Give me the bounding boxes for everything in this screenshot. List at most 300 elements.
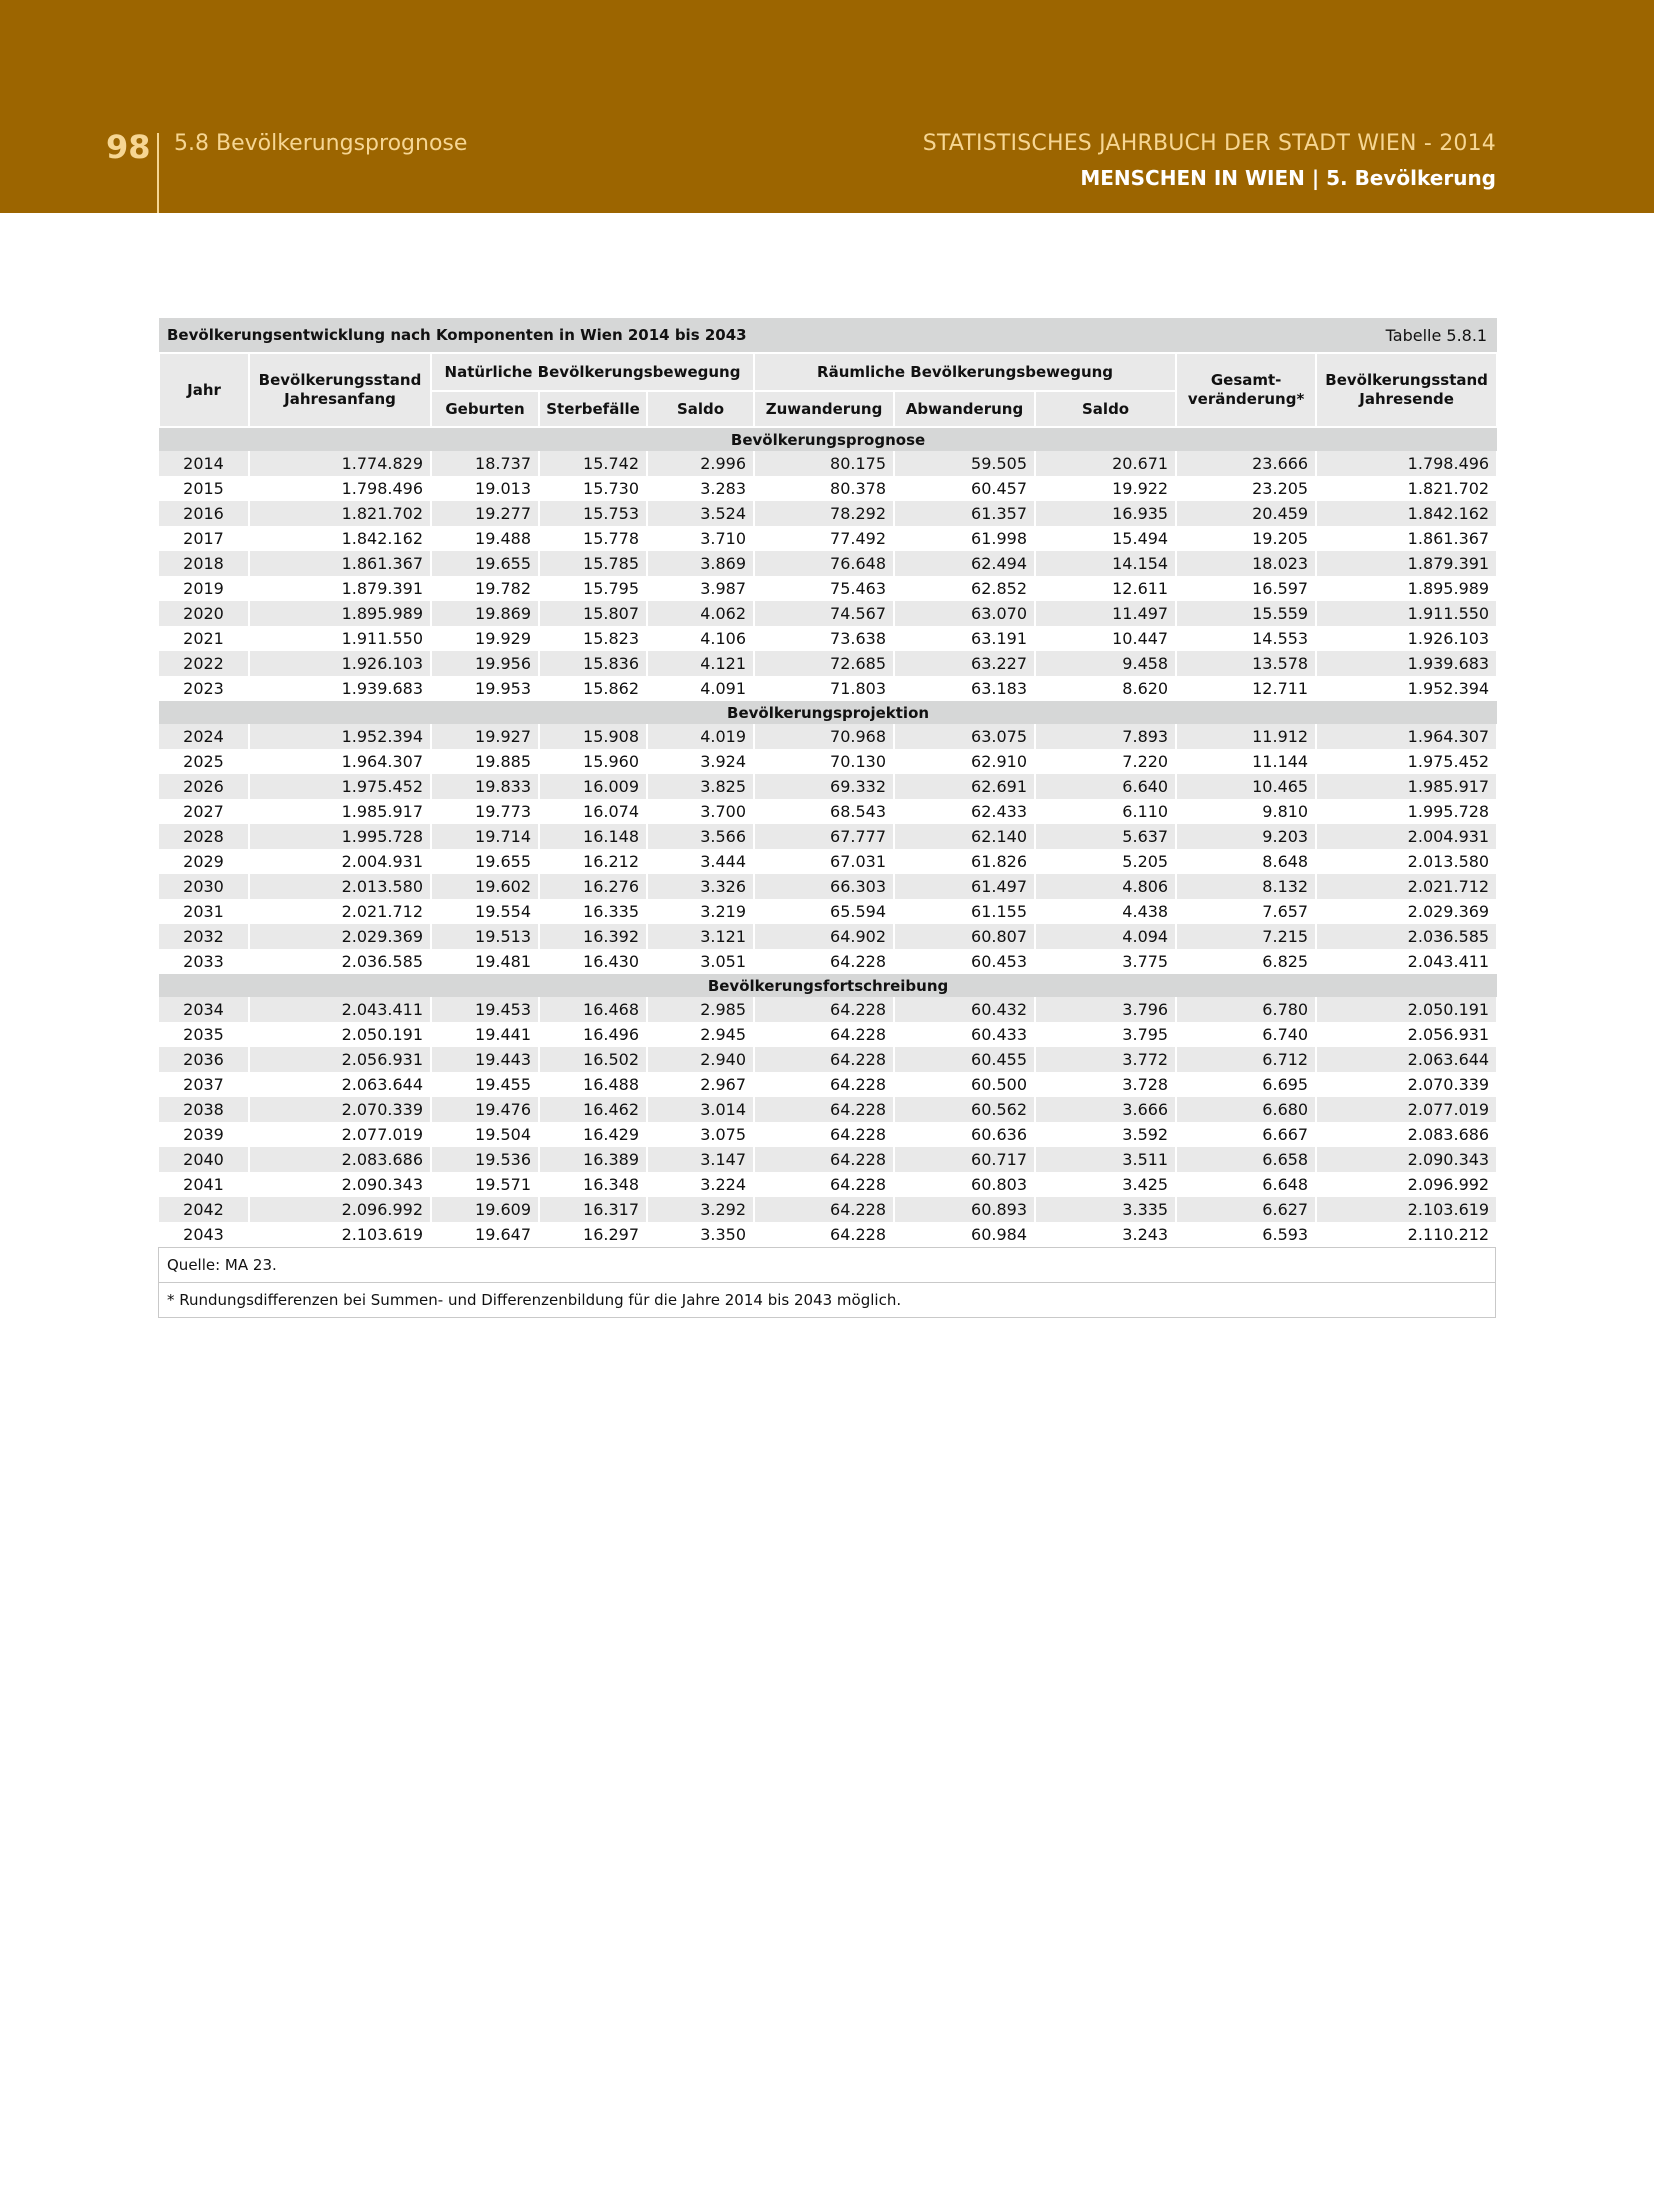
table-cell: 12.611 <box>1035 576 1176 601</box>
table-row <box>159 501 1497 526</box>
table-title: Bevölkerungsentwicklung nach Komponenten in Wien 2014 bis 2043 <box>159 318 1176 353</box>
table-row <box>159 724 1497 749</box>
table-cell: 64.228 <box>754 1197 894 1222</box>
table-row <box>159 676 1497 701</box>
table-cell: 1.939.683 <box>1316 651 1497 676</box>
table-row <box>159 476 1497 501</box>
table-cell: 2.056.931 <box>249 1047 431 1072</box>
table-cell: 2.043.411 <box>1316 949 1497 974</box>
table-row <box>159 576 1497 601</box>
group-label: Bevölkerungsprognose <box>159 427 1497 451</box>
table-cell: 64.228 <box>754 997 894 1022</box>
table-cell: 3.075 <box>647 1122 754 1147</box>
table-cell: 14.154 <box>1035 551 1176 576</box>
table-cell: 19.922 <box>1035 476 1176 501</box>
col-header-stand-ende: Bevölkerungsstand Jahresende <box>1316 353 1497 427</box>
table-cell: 72.685 <box>754 651 894 676</box>
table-cell: 1.964.307 <box>1316 724 1497 749</box>
table-cell: 16.430 <box>539 949 647 974</box>
table-row <box>159 899 1497 924</box>
table-cell: 60.453 <box>894 949 1035 974</box>
table-cell: 4.062 <box>647 601 754 626</box>
table-row <box>159 1047 1497 1072</box>
table-row <box>159 949 1497 974</box>
table-cell: 71.803 <box>754 676 894 701</box>
table-cell: 60.562 <box>894 1097 1035 1122</box>
table-cell: 10.447 <box>1035 626 1176 651</box>
table-cell: 1.774.829 <box>249 451 431 476</box>
table-cell: 3.566 <box>647 824 754 849</box>
table-cell: 20.671 <box>1035 451 1176 476</box>
table-cell: 2.077.019 <box>1316 1097 1497 1122</box>
table-cell: 2043 <box>159 1222 249 1247</box>
table-cell: 15.908 <box>539 724 647 749</box>
table-cell: 3.335 <box>1035 1197 1176 1222</box>
table-cell: 61.497 <box>894 874 1035 899</box>
table-cell: 23.205 <box>1176 476 1316 501</box>
table-cell: 19.782 <box>431 576 539 601</box>
table-cell: 12.711 <box>1176 676 1316 701</box>
table-cell: 15.753 <box>539 501 647 526</box>
table-cell: 2.004.931 <box>249 849 431 874</box>
table-cell: 2027 <box>159 799 249 824</box>
table-cell: 18.023 <box>1176 551 1316 576</box>
table-cell: 2.021.712 <box>249 899 431 924</box>
table-cell: 13.578 <box>1176 651 1316 676</box>
table-cell: 1.842.162 <box>1316 501 1497 526</box>
table-cell: 64.228 <box>754 1147 894 1172</box>
table-cell: 6.680 <box>1176 1097 1316 1122</box>
table-cell: 75.463 <box>754 576 894 601</box>
table-cell: 16.074 <box>539 799 647 824</box>
table-cell: 60.457 <box>894 476 1035 501</box>
table-cell: 20.459 <box>1176 501 1316 526</box>
table-cell: 2028 <box>159 824 249 849</box>
group-label: Bevölkerungsprojektion <box>159 701 1497 724</box>
data-table <box>158 318 1498 1247</box>
table-cell: 3.121 <box>647 924 754 949</box>
table-cell: 6.593 <box>1176 1222 1316 1247</box>
table-cell: 2.029.369 <box>249 924 431 949</box>
table-cell: 6.825 <box>1176 949 1316 974</box>
table-cell: 7.215 <box>1176 924 1316 949</box>
table-cell: 2.096.992 <box>1316 1172 1497 1197</box>
table-cell: 2.967 <box>647 1072 754 1097</box>
table-cell: 61.357 <box>894 501 1035 526</box>
table-cell: 2031 <box>159 899 249 924</box>
col-header-zuwanderung: Zuwanderung <box>754 391 894 427</box>
group-header <box>159 701 1497 724</box>
table-cell: 3.924 <box>647 749 754 774</box>
table-cell: 2.043.411 <box>249 997 431 1022</box>
table-cell: 16.597 <box>1176 576 1316 601</box>
table-cell: 2.083.686 <box>249 1147 431 1172</box>
table-cell: 4.091 <box>647 676 754 701</box>
table-cell: 3.283 <box>647 476 754 501</box>
table-cell: 6.740 <box>1176 1022 1316 1047</box>
table-cell: 60.807 <box>894 924 1035 949</box>
table-cell: 60.984 <box>894 1222 1035 1247</box>
table-cell: 2.070.339 <box>1316 1072 1497 1097</box>
table-cell: 70.968 <box>754 724 894 749</box>
table-cell: 2029 <box>159 849 249 874</box>
table-cell: 3.350 <box>647 1222 754 1247</box>
table-cell: 4.438 <box>1035 899 1176 924</box>
table-cell: 80.175 <box>754 451 894 476</box>
table-cell: 2038 <box>159 1097 249 1122</box>
table-cell: 15.785 <box>539 551 647 576</box>
table-cell: 62.691 <box>894 774 1035 799</box>
table-title-row <box>159 318 1497 353</box>
table-cell: 64.228 <box>754 1047 894 1072</box>
table-cell: 2034 <box>159 997 249 1022</box>
table-cell: 3.444 <box>647 849 754 874</box>
table-cell: 76.648 <box>754 551 894 576</box>
table-cell: 19.927 <box>431 724 539 749</box>
table-cell: 16.488 <box>539 1072 647 1097</box>
table-cell: 16.935 <box>1035 501 1176 526</box>
table-row <box>159 749 1497 774</box>
table-cell: 3.014 <box>647 1097 754 1122</box>
table-cell: 23.666 <box>1176 451 1316 476</box>
table-cell: 3.592 <box>1035 1122 1176 1147</box>
table-cell: 60.433 <box>894 1022 1035 1047</box>
table-cell: 62.140 <box>894 824 1035 849</box>
table-cell: 8.648 <box>1176 849 1316 874</box>
table-source: Quelle: MA 23. <box>158 1247 1496 1283</box>
table-cell: 5.637 <box>1035 824 1176 849</box>
table-cell: 2033 <box>159 949 249 974</box>
table-cell: 2032 <box>159 924 249 949</box>
table-cell: 64.228 <box>754 1172 894 1197</box>
table-cell: 19.455 <box>431 1072 539 1097</box>
group-header <box>159 974 1497 997</box>
table-cell: 11.497 <box>1035 601 1176 626</box>
table-cell: 2019 <box>159 576 249 601</box>
table-cell: 19.655 <box>431 849 539 874</box>
table-cell: 3.425 <box>1035 1172 1176 1197</box>
table-cell: 8.132 <box>1176 874 1316 899</box>
table-cell: 2.945 <box>647 1022 754 1047</box>
table-cell: 16.429 <box>539 1122 647 1147</box>
table-cell: 2.050.191 <box>1316 997 1497 1022</box>
table-cell: 6.712 <box>1176 1047 1316 1072</box>
table-cell: 2.063.644 <box>1316 1047 1497 1072</box>
table-cell: 10.465 <box>1176 774 1316 799</box>
table-cell: 15.730 <box>539 476 647 501</box>
col-header-sterbefaelle: Sterbefälle <box>539 391 647 427</box>
table-cell: 2023 <box>159 676 249 701</box>
table-cell: 80.378 <box>754 476 894 501</box>
table-cell: 1.879.391 <box>249 576 431 601</box>
table-cell: 1.975.452 <box>249 774 431 799</box>
table-cell: 2.013.580 <box>1316 849 1497 874</box>
table-cell: 6.640 <box>1035 774 1176 799</box>
book-title: STATISTISCHES JAHRBUCH DER STADT WIEN - 2014 <box>922 131 1496 156</box>
table-cell: 2026 <box>159 774 249 799</box>
table-cell: 3.147 <box>647 1147 754 1172</box>
table-cell: 3.869 <box>647 551 754 576</box>
table-cell: 6.695 <box>1176 1072 1316 1097</box>
table-cell: 3.987 <box>647 576 754 601</box>
table-cell: 67.031 <box>754 849 894 874</box>
table-cell: 60.500 <box>894 1072 1035 1097</box>
table-cell: 2.050.191 <box>249 1022 431 1047</box>
table-cell: 61.998 <box>894 526 1035 551</box>
group-prognose <box>159 427 1497 701</box>
table-cell: 1.939.683 <box>249 676 431 701</box>
table-cell: 3.710 <box>647 526 754 551</box>
table-cell: 15.742 <box>539 451 647 476</box>
table-cell: 15.960 <box>539 749 647 774</box>
table-cell: 1.861.367 <box>1316 526 1497 551</box>
table-cell: 2.083.686 <box>1316 1122 1497 1147</box>
table-row <box>159 601 1497 626</box>
table-cell: 64.228 <box>754 1022 894 1047</box>
table-cell: 1.861.367 <box>249 551 431 576</box>
table-cell: 19.869 <box>431 601 539 626</box>
table-cell: 2.110.212 <box>1316 1222 1497 1247</box>
table-cell: 2.021.712 <box>1316 874 1497 899</box>
table-cell: 64.228 <box>754 1072 894 1097</box>
page-number: 98 <box>106 128 151 166</box>
table-cell: 68.543 <box>754 799 894 824</box>
table-cell: 3.051 <box>647 949 754 974</box>
table-cell: 19.953 <box>431 676 539 701</box>
table-cell: 2.090.343 <box>1316 1147 1497 1172</box>
table-cell: 2036 <box>159 1047 249 1072</box>
table-cell: 1.952.394 <box>1316 676 1497 701</box>
table-cell: 2017 <box>159 526 249 551</box>
table-cell: 2035 <box>159 1022 249 1047</box>
col-header-geburten: Geburten <box>431 391 539 427</box>
table-row <box>159 824 1497 849</box>
table-cell: 60.432 <box>894 997 1035 1022</box>
table-cell: 74.567 <box>754 601 894 626</box>
table-cell: 4.019 <box>647 724 754 749</box>
table-cell: 3.825 <box>647 774 754 799</box>
table-cell: 19.481 <box>431 949 539 974</box>
table-cell: 7.657 <box>1176 899 1316 924</box>
table-cell: 2018 <box>159 551 249 576</box>
table-cell: 65.594 <box>754 899 894 924</box>
table-row <box>159 1097 1497 1122</box>
table-cell: 78.292 <box>754 501 894 526</box>
table-cell: 2.063.644 <box>249 1072 431 1097</box>
table-cell: 2022 <box>159 651 249 676</box>
table-cell: 14.553 <box>1176 626 1316 651</box>
table-cell: 70.130 <box>754 749 894 774</box>
table-cell: 19.441 <box>431 1022 539 1047</box>
table-cell: 2.029.369 <box>1316 899 1497 924</box>
table-cell: 19.655 <box>431 551 539 576</box>
table-cell: 64.228 <box>754 1097 894 1122</box>
table-row <box>159 799 1497 824</box>
table-cell: 6.110 <box>1035 799 1176 824</box>
table-cell: 16.468 <box>539 997 647 1022</box>
table-cell: 63.075 <box>894 724 1035 749</box>
table-cell: 6.627 <box>1176 1197 1316 1222</box>
table-cell: 9.458 <box>1035 651 1176 676</box>
table-footnote: * Rundungsdifferenzen bei Summen- und Differenzenbildung für die Jahre 2014 bis 2043 möglich. <box>158 1283 1496 1318</box>
table-cell: 1.798.496 <box>249 476 431 501</box>
col-header-abwanderung: Abwanderung <box>894 391 1035 427</box>
table-cell: 19.453 <box>431 997 539 1022</box>
table-cell: 3.795 <box>1035 1022 1176 1047</box>
table-cell: 16.317 <box>539 1197 647 1222</box>
table-cell: 16.276 <box>539 874 647 899</box>
table-cell: 1.975.452 <box>1316 749 1497 774</box>
table-cell: 62.433 <box>894 799 1035 824</box>
table-cell: 8.620 <box>1035 676 1176 701</box>
col-header-jahr: Jahr <box>159 353 249 427</box>
table-cell: 3.728 <box>1035 1072 1176 1097</box>
table-row <box>159 1022 1497 1047</box>
table-cell: 63.227 <box>894 651 1035 676</box>
table-cell: 1.926.103 <box>249 651 431 676</box>
table-cell: 9.810 <box>1176 799 1316 824</box>
table-cell: 3.292 <box>647 1197 754 1222</box>
table-cell: 2025 <box>159 749 249 774</box>
table-cell: 1.911.550 <box>249 626 431 651</box>
header-right <box>923 131 1496 190</box>
table-cell: 73.638 <box>754 626 894 651</box>
table-cell: 9.203 <box>1176 824 1316 849</box>
table-cell: 16.502 <box>539 1047 647 1072</box>
table-cell: 1.985.917 <box>249 799 431 824</box>
table-cell: 15.807 <box>539 601 647 626</box>
table-row <box>159 651 1497 676</box>
col-header-raeumliche: Räumliche Bevölkerungsbewegung <box>754 353 1176 391</box>
table-row <box>159 1197 1497 1222</box>
table-cell: 2021 <box>159 626 249 651</box>
table-cell: 1.985.917 <box>1316 774 1497 799</box>
table-cell: 16.148 <box>539 824 647 849</box>
table-row <box>159 774 1497 799</box>
table-cell: 63.191 <box>894 626 1035 651</box>
table-cell: 1.911.550 <box>1316 601 1497 626</box>
table-cell: 19.488 <box>431 526 539 551</box>
table-cell: 4.806 <box>1035 874 1176 899</box>
table-cell: 1.821.702 <box>1316 476 1497 501</box>
table-cell: 2.036.585 <box>249 949 431 974</box>
table-cell: 19.956 <box>431 651 539 676</box>
table-cell: 11.144 <box>1176 749 1316 774</box>
table-row <box>159 526 1497 551</box>
table-cell: 1.964.307 <box>249 749 431 774</box>
table-cell: 4.121 <box>647 651 754 676</box>
table-cell: 19.929 <box>431 626 539 651</box>
table-cell: 2.103.619 <box>1316 1197 1497 1222</box>
table-cell: 6.648 <box>1176 1172 1316 1197</box>
table-cell: 3.775 <box>1035 949 1176 974</box>
table-cell: 61.155 <box>894 899 1035 924</box>
table-cell: 2016 <box>159 501 249 526</box>
table-cell: 16.212 <box>539 849 647 874</box>
table-cell: 64.228 <box>754 1222 894 1247</box>
table-cell: 60.803 <box>894 1172 1035 1197</box>
table-cell: 16.297 <box>539 1222 647 1247</box>
table-cell: 2.070.339 <box>249 1097 431 1122</box>
header-divider <box>157 133 159 213</box>
table-cell: 2030 <box>159 874 249 899</box>
table-cell: 1.895.989 <box>1316 576 1497 601</box>
table-cell: 19.554 <box>431 899 539 924</box>
table-cell: 19.443 <box>431 1047 539 1072</box>
table-row <box>159 924 1497 949</box>
chapter-title: MENSCHEN IN WIEN | 5. Bevölkerung <box>1080 166 1496 190</box>
table-cell: 16.335 <box>539 899 647 924</box>
table-row <box>159 1147 1497 1172</box>
table-cell: 3.224 <box>647 1172 754 1197</box>
table-cell: 63.070 <box>894 601 1035 626</box>
header-banner <box>0 0 1654 213</box>
table-cell: 2014 <box>159 451 249 476</box>
table-cell: 2.077.019 <box>249 1122 431 1147</box>
table-cell: 19.885 <box>431 749 539 774</box>
table-cell: 11.912 <box>1176 724 1316 749</box>
table-cell: 60.717 <box>894 1147 1035 1172</box>
table-cell: 6.667 <box>1176 1122 1316 1147</box>
table-cell: 2.103.619 <box>249 1222 431 1247</box>
table-cell: 19.476 <box>431 1097 539 1122</box>
table-cell: 1.952.394 <box>249 724 431 749</box>
table-cell: 16.496 <box>539 1022 647 1047</box>
table-cell: 7.220 <box>1035 749 1176 774</box>
table-cell: 3.796 <box>1035 997 1176 1022</box>
table-cell: 60.636 <box>894 1122 1035 1147</box>
group-label: Bevölkerungsfortschreibung <box>159 974 1497 997</box>
table-row <box>159 1122 1497 1147</box>
table-cell: 3.243 <box>1035 1222 1176 1247</box>
table-cell: 19.609 <box>431 1197 539 1222</box>
table-cell: 6.658 <box>1176 1147 1316 1172</box>
table-cell: 2.090.343 <box>249 1172 431 1197</box>
table-cell: 77.492 <box>754 526 894 551</box>
col-header-natuerliche: Natürliche Bevölkerungsbewegung <box>431 353 754 391</box>
table-cell: 4.106 <box>647 626 754 651</box>
table-cell: 19.571 <box>431 1172 539 1197</box>
table-cell: 19.773 <box>431 799 539 824</box>
table-cell: 19.714 <box>431 824 539 849</box>
population-table <box>158 318 1496 1318</box>
table-row <box>159 451 1497 476</box>
group-header <box>159 427 1497 451</box>
table-cell: 2.985 <box>647 997 754 1022</box>
table-cell: 16.392 <box>539 924 647 949</box>
table-row <box>159 551 1497 576</box>
table-cell: 3.326 <box>647 874 754 899</box>
col-header-gesamt: Gesamt-veränderung* <box>1176 353 1316 427</box>
table-cell: 16.389 <box>539 1147 647 1172</box>
table-cell: 62.910 <box>894 749 1035 774</box>
table-cell: 19.013 <box>431 476 539 501</box>
table-cell: 6.780 <box>1176 997 1316 1022</box>
table-row <box>159 997 1497 1022</box>
table-cell: 60.455 <box>894 1047 1035 1072</box>
table-cell: 19.205 <box>1176 526 1316 551</box>
table-cell: 19.277 <box>431 501 539 526</box>
table-row <box>159 849 1497 874</box>
table-cell: 4.094 <box>1035 924 1176 949</box>
group-projektion <box>159 701 1497 974</box>
table-cell: 15.823 <box>539 626 647 651</box>
table-cell: 60.893 <box>894 1197 1035 1222</box>
table-cell: 15.795 <box>539 576 647 601</box>
table-cell: 3.219 <box>647 899 754 924</box>
table-cell: 3.666 <box>1035 1097 1176 1122</box>
table-cell: 16.348 <box>539 1172 647 1197</box>
